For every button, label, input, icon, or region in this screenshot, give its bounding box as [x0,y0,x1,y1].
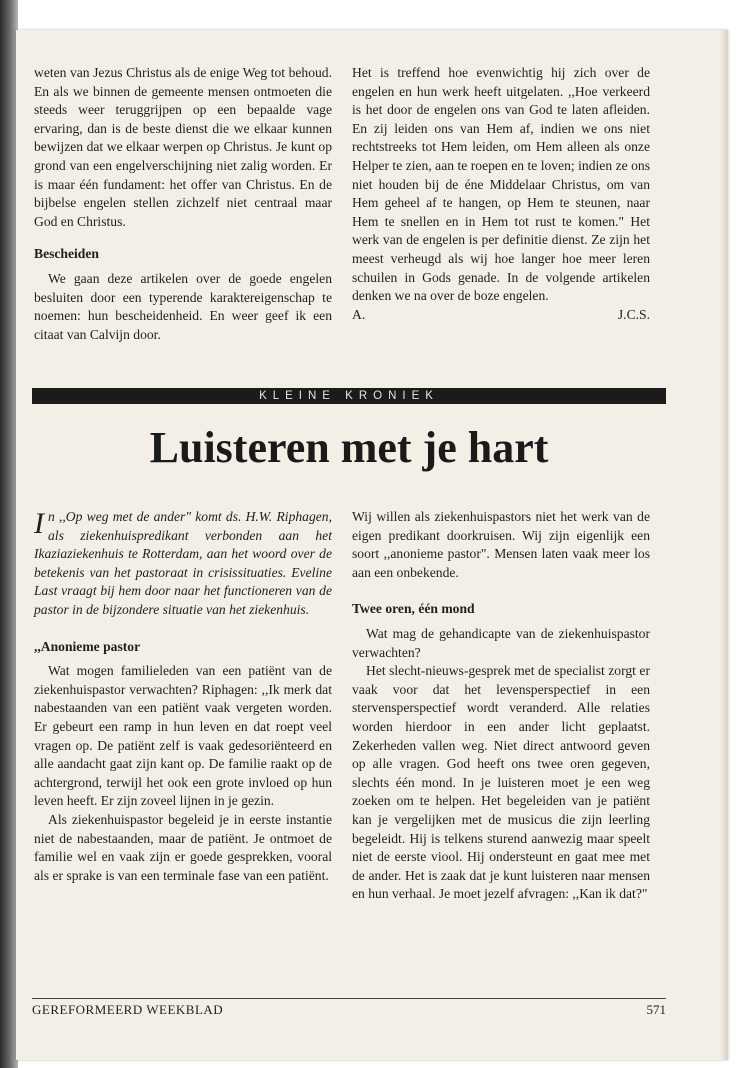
section-banner: KLEINE KRONIEK [32,388,666,404]
top-left-paragraph-1: weten van Jezus Christus als de enige Weg tot behoud. En als we binnen de gemeente mensen ontmoeten die steeds weer teruggrijpen op een bepaalde vage ervaring, dan is de beste dienst die we elkaar kunnen bewijzen dat we elkaar werpen op Christus. Je kunt op grond van een engelverschijning niet zalig worden. Er is maar één fundament: het offer van Christus. En de bijbelse engelen stellen zichzelf niet centraal maar God en Christus. [34,65,332,229]
bottom-right-paragraph-1: Wij willen als ziekenhuispastors niet het werk van de eigen predikant doorkruisen. Wij zijn eigenlijk een soort ,,anonieme pastor". Mensen laten vaak meer los aan een onbekende. [352,509,650,580]
publication-name: GEREFORMEERD WEEKBLAD [32,1002,224,1017]
footer-rule [32,998,666,999]
article-title: Luisteren met je hart [149,423,549,472]
intro-text: n ,,Op weg met de ander" komt ds. H.W. Riphagen, als ziekenhuispredikant verbonden aan het Ikaziaziekenhuis te Rotterdam, aan het woord over de betekenis van het pastoraat in crisissituaties. Eveline Last vraagt bij hem door naar het functioneren van de pastor in de bijzondere situatie van het ziekenhuis. [34,509,332,617]
drop-cap: I [34,507,44,540]
page-edge [720,30,728,1060]
top-left-column [34,64,332,344]
section-heading-anonieme-pastor: ,,Anonieme pastor [34,638,141,654]
top-left-paragraph-2: We gaan deze artikelen over de goede engelen besluiten door een typerende karaktereigenschap te noemen: hun bescheidenheid. En weer geef ik een citaat van Calvijn door. [34,270,332,342]
bottom-left-paragraph-2: Als ziekenhuispastor begeleid je in eerste instantie niet de nabestaanden, maar de patiënt. Je ontmoet de familie wel en vaak zijn er goede gesprekken, vooral als er sprake is van een terminale fase van een patiënt. [34,811,332,883]
bottom-right-column [352,508,650,904]
bottom-right-paragraph-3: Het slecht-nieuws-gesprek met de specialist zorgt er vaak voor dat het levensperspectief in een stervensperspectief wordt veranderd. Alle relaties worden hierdoor in een ander licht geplaatst. Zekerheden vallen weg. Niet direct antwoord geven op alle vragen. God heeft ons twee oren gegeven, slechts één mond. In je luisteren moet je een weg zoeken om te helpen. Het begeleiden van je patiënt kan je vergelijken met de musicus die zijn leerling begeleidt. Hij is telkens sturend aanwezig maar speelt niet de eerste viool. Hij ondersteunt en gaat mee met de ander. Het is zaak dat je kunt luisteren naar mensen en hun verhaal. Je moet jezelf afvragen: ,,Kan ik dat?" [352,663,650,902]
section-heading-bescheiden: Bescheiden [34,246,99,262]
top-right-paragraph-1: Het is treffend hoe evenwichtig hij zich over de engelen en hun werk heeft uitgelaten. ,,Hoe verkeerd is het door de engelen ons van God te laten afleiden. En zij leiden ons van Hem af, indien we ons niet rechtstreeks tot Hem leiden, om Hem alleen als onze Helper te zien, aan te roepen en te loven; indien ze ons niet houden bij de éne Middelaar Christus, om van Hem geheel af te hangen, op Hem te steunen, naar Hem te snellen en in Hem tot rust te komen." Het werk van de engelen is per definitie dienst. Ze zijn het meest verheugd als wij hoe langer hoe meer leren schuilen in Gods genade. In de volgende artikelen denken we na over de boze engelen. [352,65,650,304]
magazine-page [16,30,728,1060]
section-heading-twee-oren: Twee oren, één mond [352,601,475,617]
signature-right: J.C.S. [617,306,650,322]
article-signature [352,306,650,325]
bottom-right-paragraph-2: Wat mag de gehandicapte van de ziekenhuispastor verwachten? [352,625,650,660]
bottom-left-column [34,508,332,885]
article-intro [34,508,332,620]
page-number: 571 [646,1002,666,1017]
signature-left: A. [352,306,366,322]
top-right-column [352,64,650,324]
bottom-left-paragraph-1: Wat mogen familieleden van een patiënt van de ziekenhuispastor verwachten? Riphagen: ,,Ik merk dat nabestaanden van een patiënt vaak vergeten worden. Er gebeurt een ramp in hun leven en dat roept veel vragen op. De patiënt zelf is vaak gedesoriënteerd en alle aandacht gaat zijn kant op. De familie raakt op de achtergrond, terwijl het ook een grote invloed op hun leven heeft. Er zijn zoveel lijnen in je gezin. [34,663,332,809]
